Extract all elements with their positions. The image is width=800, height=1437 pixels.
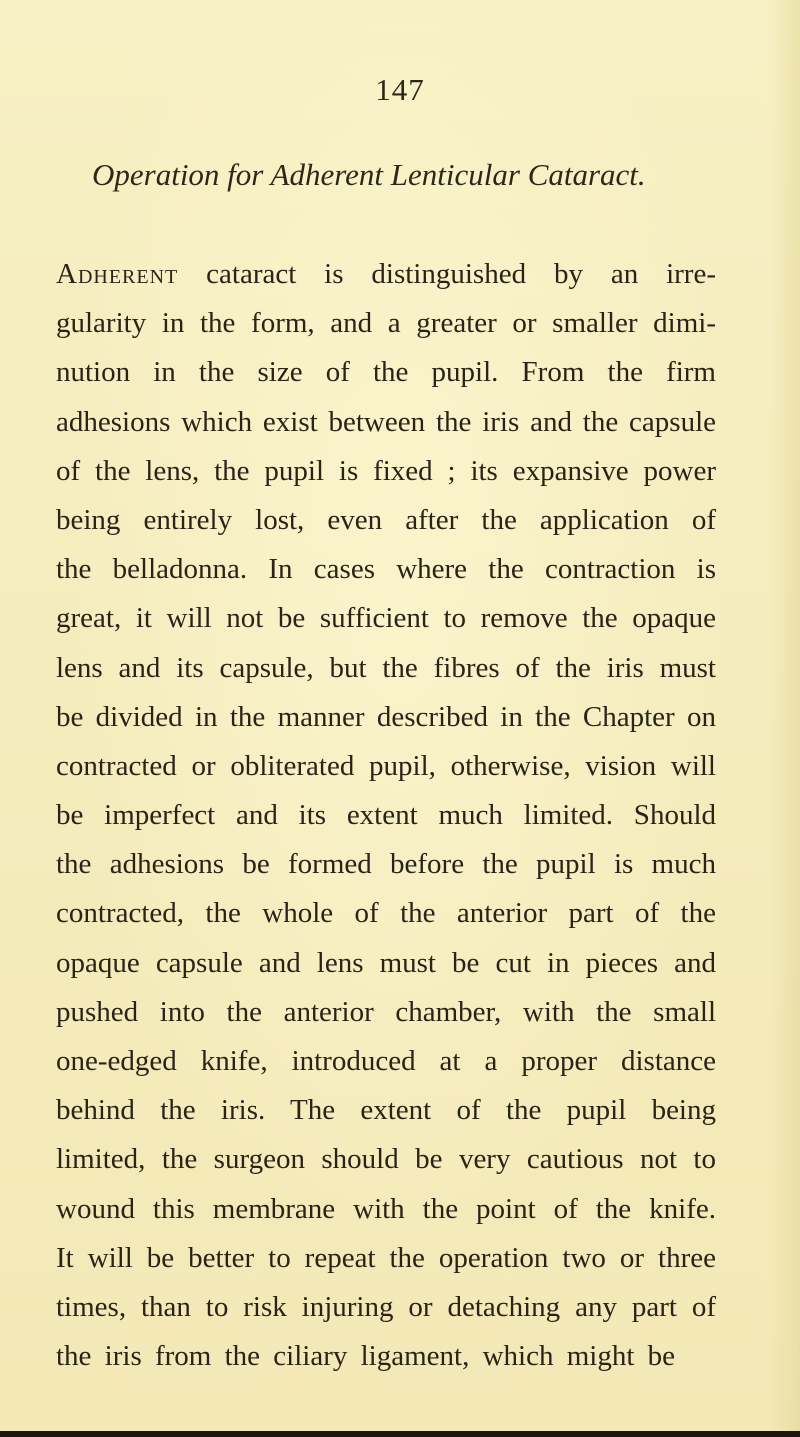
text-line: the belladonna. In cases where the contraction is: [56, 553, 716, 586]
text-line: of the lens, the pupil is fixed ; its expansive power: [56, 454, 716, 487]
text-line: nution in the size of the pupil. From the firm: [56, 356, 716, 389]
text-line: limited, the surgeon should be very cautious not to: [56, 1143, 716, 1176]
drop-word: Adherent: [56, 258, 179, 290]
text-line: lens and its capsule, but the fibres of the iris must: [56, 651, 716, 684]
text-line: wound this membrane with the point of the knife.: [56, 1192, 716, 1225]
body-paragraph: [56, 250, 716, 1381]
text-line: the adhesions be formed before the pupil is much: [56, 848, 716, 881]
text-line: one-edged knife, introduced at a proper distance: [56, 1045, 716, 1077]
text-line: contracted, the whole of the anterior part of the: [56, 897, 716, 930]
text-line: great, it will not be sufficient to remove the opaque: [56, 602, 716, 635]
text-line: behind the iris. The extent of the pupil being: [56, 1094, 716, 1127]
text-line: be imperfect and its extent much limited. Should: [56, 799, 716, 832]
text-line: be divided in the manner described in the Chapter on: [56, 700, 716, 733]
text-line: times, than to risk injuring or detaching any part of: [56, 1290, 716, 1323]
text-line: adhesions which exist between the iris and the capsule: [56, 405, 716, 438]
text-line: gularity in the form, and a greater or smaller dimi-: [56, 307, 716, 340]
text-line: It will be better to repeat the operation two or three: [56, 1241, 716, 1274]
page-number: 147: [375, 72, 425, 107]
text-line: Adherent cataract is distinguished by an irre-: [56, 258, 716, 290]
section-heading: Operation for Adherent Lenticular Cataract.: [92, 157, 646, 192]
page-edge-shadow: [770, 0, 800, 1437]
text-line: contracted or obliterated pupil, otherwise, vision will: [56, 749, 716, 782]
bottom-edge-rule: [0, 1431, 800, 1437]
text-line: being entirely lost, even after the application of: [56, 503, 716, 536]
text-line: pushed into the anterior chamber, with the small: [56, 995, 716, 1028]
text-line: opaque capsule and lens must be cut in pieces and: [56, 946, 716, 979]
text-line: the iris from the ciliary ligament, which might be: [56, 1340, 675, 1373]
